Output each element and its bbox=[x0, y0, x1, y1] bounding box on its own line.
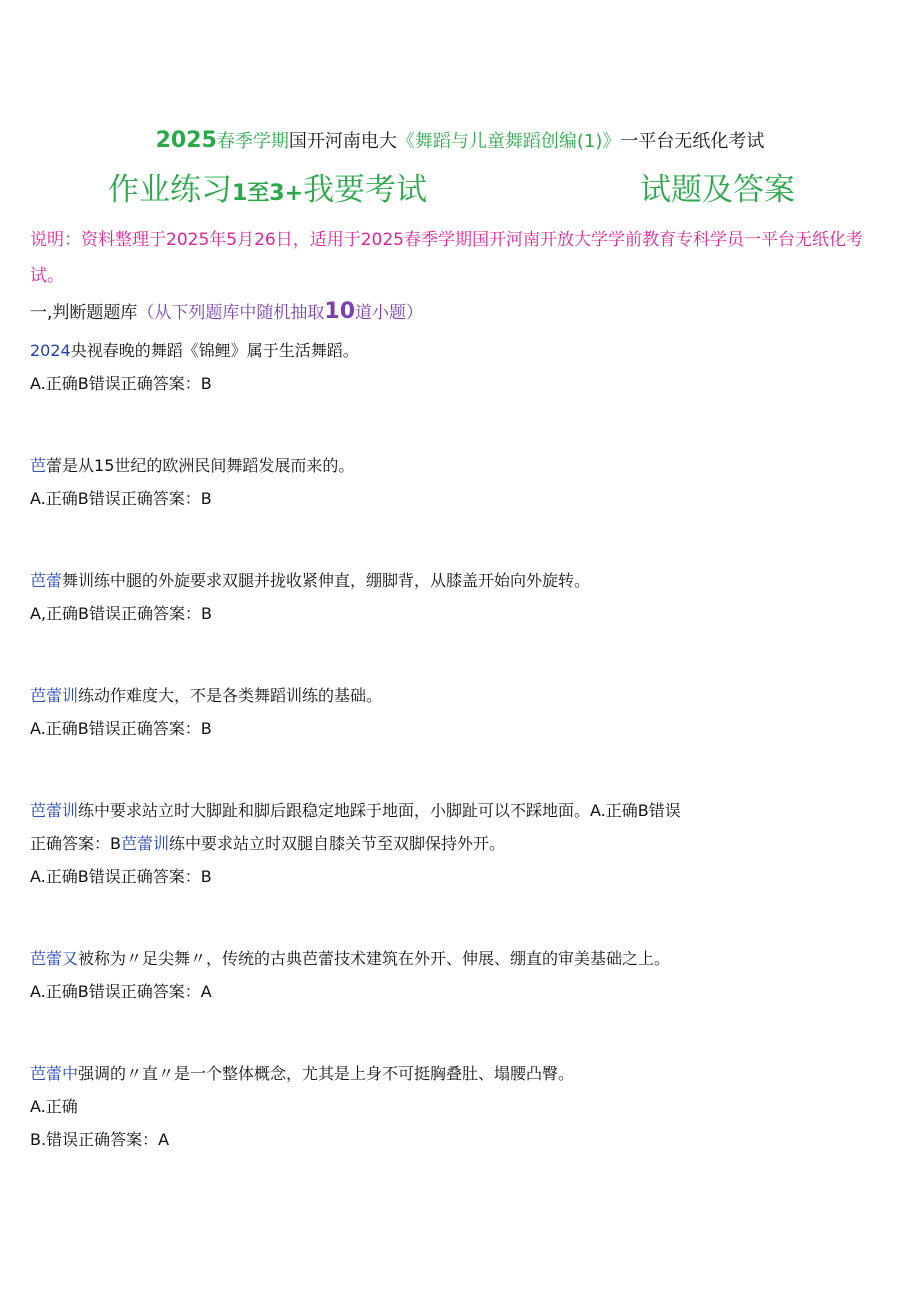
question-lead: 芭蕾中 bbox=[30, 1064, 79, 1083]
hint-num: 10 bbox=[324, 299, 356, 324]
question-item bbox=[30, 679, 890, 745]
question-answer: A.正确B错误正确答案：B bbox=[30, 719, 212, 738]
title-part2: 我要考试 bbox=[303, 172, 428, 208]
question-body: 央视春晚的舞蹈《锦鲤》属于生活舞蹈。 bbox=[70, 341, 359, 360]
title-line-3: 试题及答案 bbox=[640, 172, 795, 208]
question-answer: A.正确B错误正确答案：B bbox=[30, 374, 212, 393]
question-text bbox=[30, 794, 890, 827]
hint-pre: （从下列题库中随机抽取 bbox=[137, 303, 325, 323]
question-body: 练动作难度大，不是各类舞蹈训练的基础。 bbox=[78, 686, 383, 705]
question-answer: A.正确B错误正确答案：B bbox=[30, 489, 212, 508]
section-title: 一,判断题题库 bbox=[30, 303, 138, 323]
question-body: 练中要求站立时双腿自膝关节至双脚保持外开。 bbox=[169, 834, 506, 853]
question-text bbox=[30, 942, 890, 975]
question-lead: 芭蕾 bbox=[30, 571, 63, 590]
question-text bbox=[30, 679, 890, 712]
question-item bbox=[30, 1057, 890, 1156]
question-text bbox=[30, 1057, 890, 1090]
question-body: 舞训练中腿的外旋要求双腿并拢收紧伸直，绷脚背，从膝盖开始向外旋转。 bbox=[62, 571, 591, 590]
title-num: 1至3+ bbox=[232, 181, 304, 206]
question-body: 练中要求站立时大脚趾和脚后跟稳定地踩于地面，小脚趾可以不踩地面。A.正确B错误 bbox=[78, 801, 681, 820]
answer-option-a: A.正确 bbox=[30, 1097, 78, 1116]
title-year: 2025 bbox=[155, 128, 217, 153]
title-suffix: 一平台无纸化考试 bbox=[620, 131, 765, 152]
question-answer: B.错误正确答案：A bbox=[30, 1130, 170, 1149]
question-lead: 芭蕾训 bbox=[30, 686, 79, 705]
title-course: 《舞蹈与儿童舞蹈创编(1)》 bbox=[396, 131, 621, 152]
title-part1: 作业练习 bbox=[108, 172, 232, 208]
question-lead: 芭蕾训 bbox=[30, 801, 79, 820]
question-item bbox=[30, 942, 890, 1008]
hint-post: 道小题） bbox=[355, 303, 424, 323]
question-body: 蕾是从15世纪的欧洲民间舞蹈发展而来的。 bbox=[46, 456, 355, 475]
question-lead: 芭 bbox=[30, 456, 47, 475]
title-line-1 bbox=[0, 126, 920, 157]
question-list bbox=[30, 334, 890, 1156]
question-lead: 芭蕾训 bbox=[120, 834, 169, 853]
question-text bbox=[30, 449, 890, 482]
question-lead: 2024 bbox=[30, 341, 71, 360]
question-answer: A.正确B错误正确答案：A bbox=[30, 982, 212, 1001]
question-text-continued bbox=[30, 827, 890, 860]
question-answer: A,正确B错误正确答案：B bbox=[30, 604, 212, 623]
title-school: 国开河南电大 bbox=[288, 131, 397, 152]
question-item bbox=[30, 449, 890, 515]
answer-pre: 正确答案：B bbox=[30, 834, 121, 853]
question-text bbox=[30, 334, 890, 367]
title-semester: 春季学期 bbox=[216, 131, 289, 152]
description-note: 说明：资料整理于2025年5月26日，适用于2025春季学期国开河南开放大学学前教育专科学员一平台无纸化考试。 bbox=[30, 230, 863, 286]
question-item bbox=[30, 794, 890, 893]
question-item bbox=[30, 564, 890, 630]
question-answer: A.正确B错误正确答案：B bbox=[30, 867, 212, 886]
section-hint bbox=[137, 299, 424, 324]
question-text bbox=[30, 564, 890, 597]
question-lead: 芭蕾又 bbox=[30, 949, 79, 968]
question-item bbox=[30, 334, 890, 400]
question-body: 强调的〃直〃是一个整体概念，尤其是上身不可挺胸叠肚、塌腰凸臀。 bbox=[78, 1064, 575, 1083]
section-heading bbox=[30, 297, 423, 328]
question-body: 被称为〃足尖舞〃，传统的古典芭蕾技术建筑在外开、伸展、绷直的审美基础之上。 bbox=[78, 949, 671, 968]
title-line-2 bbox=[108, 168, 427, 216]
